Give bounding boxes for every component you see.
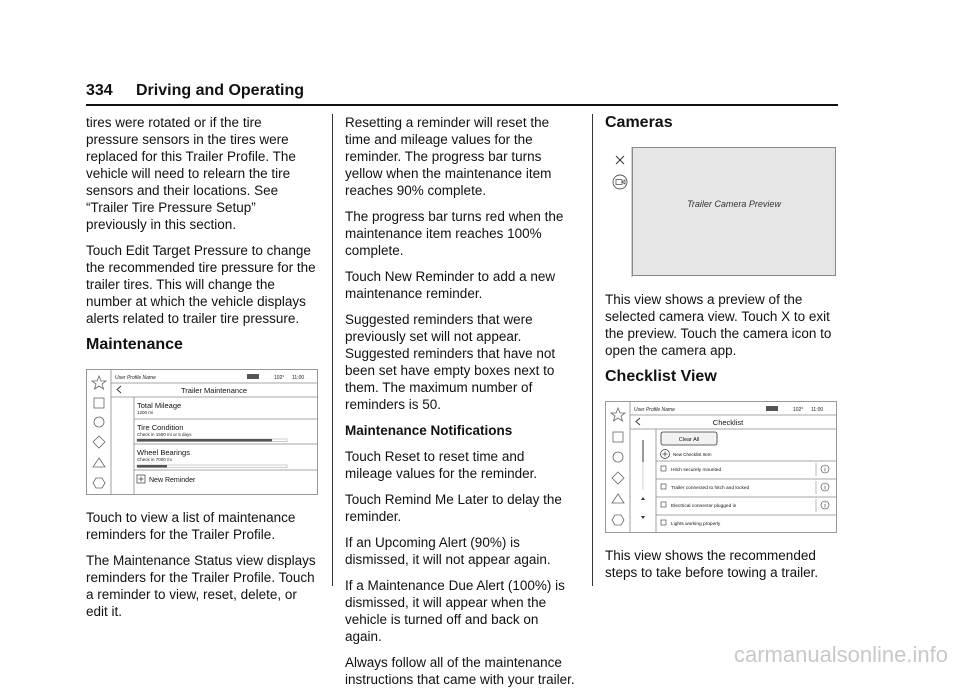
close-icon[interactable] bbox=[616, 156, 624, 164]
reminder-detail: Check in 7000 mi bbox=[137, 457, 172, 462]
paragraph: Suggested reminders that were previously set will not appear. Suggested reminders that have not been set have empty boxes next to them. The maximum number of reminders is 50. bbox=[345, 312, 556, 412]
back-chevron-icon[interactable] bbox=[117, 386, 121, 393]
temperature: 102° bbox=[274, 375, 285, 381]
column-1 bbox=[86, 114, 316, 629]
checklist-row[interactable] bbox=[661, 481, 829, 494]
page-title: Driving and Operating bbox=[136, 82, 305, 99]
user-profile-name: User Profile Name bbox=[115, 375, 156, 381]
clock: 11:00 bbox=[292, 375, 305, 381]
paragraph: If an Upcoming Alert (90%) is dismissed, it will not appear again. bbox=[345, 535, 551, 567]
info-icon bbox=[821, 483, 829, 491]
scroll-up-icon bbox=[641, 497, 645, 500]
hexagon-icon bbox=[612, 515, 624, 525]
circle-icon bbox=[94, 417, 104, 427]
screen-title: Checklist bbox=[712, 418, 744, 427]
section-heading-cameras: Cameras bbox=[605, 114, 673, 131]
scrollbar[interactable] bbox=[641, 440, 645, 519]
paragraph: The Maintenance Status view displays reminders for the Trailer Profile. Touch a reminder to view, reset, delete, or edit it. bbox=[86, 553, 316, 619]
page-number: 334 bbox=[86, 82, 113, 99]
checkbox bbox=[661, 484, 666, 489]
reminder-detail: Check in 1500 mi or 5 days bbox=[137, 432, 192, 437]
checkbox bbox=[661, 520, 666, 525]
screen-title: Trailer Maintenance bbox=[180, 386, 248, 395]
paragraph: Touch to view a list of maintenance reminders for the Trailer Profile. bbox=[86, 510, 296, 542]
watermark: carmanualsonline.info bbox=[733, 642, 948, 667]
paragraph: This view shows the recommended steps to take before towing a trailer. bbox=[605, 548, 819, 580]
info-icon bbox=[821, 465, 829, 473]
circle-icon bbox=[613, 452, 623, 462]
signal-icon bbox=[247, 374, 259, 379]
user-profile-name: User Profile Name bbox=[634, 407, 675, 413]
checklist-item-label: Lights working properly bbox=[671, 522, 721, 527]
maintenance-screen-figure bbox=[86, 369, 318, 495]
square-icon bbox=[94, 398, 104, 408]
clear-all-button[interactable] bbox=[661, 432, 717, 445]
signal-icon bbox=[766, 406, 778, 411]
checklist-item-label: Trailer connected to hitch and locked bbox=[671, 486, 750, 491]
reminder-detail: 1200 mi bbox=[137, 410, 154, 415]
checklist-row[interactable] bbox=[661, 463, 829, 476]
new-reminder-label: New Reminder bbox=[149, 477, 196, 484]
progress-fill bbox=[137, 439, 272, 442]
checklist-row[interactable] bbox=[661, 520, 721, 527]
reminder-name[interactable]: Total Mileage bbox=[137, 401, 182, 410]
paragraph: Always follow all of the maintenance instructions that came with your trailer. bbox=[345, 655, 575, 687]
paragraph: Touch Remind Me Later to delay the reminder. bbox=[345, 492, 562, 524]
new-checklist-item-button[interactable] bbox=[661, 450, 712, 459]
camera-preview-figure bbox=[605, 147, 837, 277]
column-divider bbox=[592, 114, 593, 586]
paragraph: This view shows a preview of the selected camera view. Touch X to exit the preview. Touch the camera icon to open the camera app. bbox=[605, 292, 832, 358]
paragraph: Touch New Reminder to add a new maintenance reminder. bbox=[345, 269, 556, 301]
column-2 bbox=[345, 114, 575, 697]
paragraph: The progress bar turns red when the maintenance item reaches 100% complete. bbox=[345, 209, 564, 258]
section-heading-maintenance: Maintenance bbox=[86, 336, 183, 353]
new-checklist-item-label: New Checklist Item bbox=[673, 452, 712, 457]
subheading-maintenance-notifications: Maintenance Notifications bbox=[345, 423, 513, 438]
diamond-icon bbox=[93, 436, 105, 448]
clear-all-label: Clear All bbox=[678, 437, 700, 443]
checkbox bbox=[661, 502, 666, 507]
back-chevron-icon[interactable] bbox=[636, 418, 640, 425]
new-reminder-button[interactable] bbox=[137, 475, 196, 484]
camera-icon[interactable] bbox=[613, 175, 627, 189]
checklist-row[interactable] bbox=[661, 499, 829, 512]
paragraph: Touch Edit Target Pressure to change the recommended tire pressure for the trailer tires. This will change the number at which the vehicle displays alerts related to trailer tire pressure. bbox=[86, 243, 316, 326]
reminder-name[interactable]: Tire Condition bbox=[137, 423, 184, 432]
reminder-name[interactable]: Wheel Bearings bbox=[137, 448, 190, 457]
section-heading-checklist-view: Checklist View bbox=[605, 368, 717, 385]
triangle-icon bbox=[612, 494, 624, 503]
scroll-down-icon bbox=[641, 516, 645, 519]
info-icon bbox=[821, 501, 829, 509]
column-divider bbox=[332, 114, 333, 586]
checkbox bbox=[661, 466, 666, 471]
star-icon bbox=[92, 376, 106, 389]
paragraph: Resetting a reminder will reset the time and mileage values for the reminder. The progress bar turns yellow when the maintenance item reaches 90% complete. bbox=[345, 115, 552, 198]
hexagon-icon bbox=[93, 478, 105, 488]
square-icon bbox=[613, 432, 623, 442]
clock: 11:00 bbox=[811, 407, 824, 413]
triangle-icon bbox=[93, 458, 105, 467]
paragraph: Touch Reset to reset time and mileage values for the reminder. bbox=[345, 449, 538, 481]
diamond-icon bbox=[612, 472, 624, 484]
checklist-item-label: Electrical connector plugged in bbox=[671, 504, 737, 509]
progress-fill bbox=[137, 465, 167, 468]
paragraph: tires were rotated or if the tire pressure sensors in the tires were replaced for this Trailer Profile. The vehicle will need to relearn the tire sensors and their locations. See “Trailer Tire Pressure Setup” previously in this section. bbox=[86, 115, 296, 232]
paragraph: If a Maintenance Due Alert (100%) is dismissed, it will appear when the vehicle is turned off and back on again. bbox=[345, 578, 565, 644]
column-3 bbox=[605, 114, 835, 590]
star-icon bbox=[611, 408, 625, 421]
page-header bbox=[86, 82, 838, 106]
camera-preview-label: Trailer Camera Preview bbox=[687, 199, 781, 209]
checklist-screen-figure bbox=[605, 401, 837, 533]
checklist-item-label: Hitch securely mounted bbox=[671, 468, 722, 473]
temperature: 102° bbox=[793, 407, 804, 413]
